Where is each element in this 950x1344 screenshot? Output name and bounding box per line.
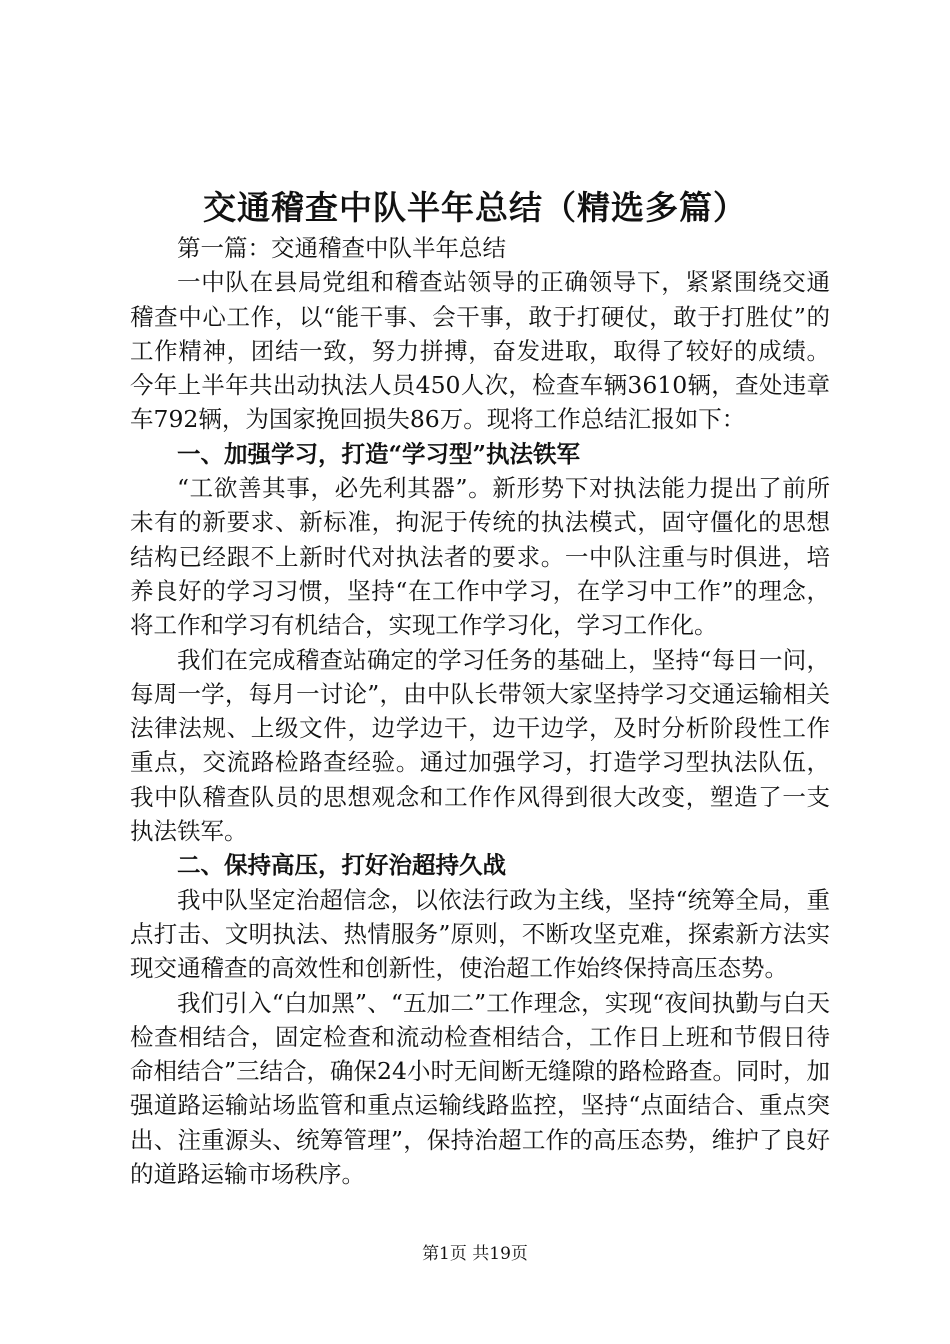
paragraph: 我中队坚定治超信念，以依法行政为主线，坚持“统筹全局，重点打击、文明执法、热情服务”原则，不断攻坚克难，探索新方法实现交通稽查的高效性和创新性，使治超工作始终保持高压态势。 (130, 885, 830, 983)
page-footer: 第1页 共19页 (422, 1244, 528, 1264)
section-heading: 二、保持高压，打好治超持久战 (177, 851, 506, 880)
document-body (130, 231, 830, 1191)
paragraph: 我们引入“白加黑”、“五加二”工作理念，实现“夜间执勤与白天检查相结合，固定检查和流动检查相结合，工作日上班和节假日待命相结合”三结合，确保24小时无间断无缝隙的路检路查。同时，加强道路运输站场监管和重点运输线路监控，坚持“点面结合、重点突出、注重源头、统筹管理”，保持治超工作的高压态势，维护了良好的道路运输市场秩序。 (130, 988, 830, 1189)
section-subtitle: 第一篇：交通稽查中队半年总结 (177, 234, 506, 262)
paragraph: “工欲善其事，必先利其器”。新形势下对执法能力提出了前所未有的新要求、新标准，拘泥于传统的执法模式，固守僵化的思想结构已经跟不上新时代对执法者的要求。一中队注重与时俱进，培养良好的学习习惯，坚持“在工作中学习，在学习中工作”的理念，将工作和学习有机结合，实现工作学习化，学习工作化。 (130, 474, 830, 640)
document-title: 交通稽查中队半年总结（精选多篇） (203, 188, 747, 227)
paragraph: 一中队在县局党组和稽查站领导的正确领导下，紧紧围绕交通稽查中心工作，以“能干事、会干事，敢于打硬仗，敢于打胜仗”的工作精神，团结一致，努力拼搏，奋发进取，取得了较好的成绩。今年上半年共出动执法人员450人次，检查车辆3610辆，查处违章车792辆，为国家挽回损失86万。现将工作总结汇报如下： (130, 268, 830, 434)
section-heading: 一、加强学习，打造“学习型”执法铁军 (177, 439, 581, 468)
paragraph: 我们在完成稽查站确定的学习任务的基础上，坚持“每日一问，每周一学，每月一讨论”，由中队长带领大家坚持学习交通运输相关法律法规、上级文件，边学边干，边干边学，及时分析阶段性工作重点，交流路检路查经验。通过加强学习，打造学习型执法队伍，我中队稽查队员的思想观念和工作作风得到很大改变，塑造了一支执法铁军。 (130, 645, 830, 846)
